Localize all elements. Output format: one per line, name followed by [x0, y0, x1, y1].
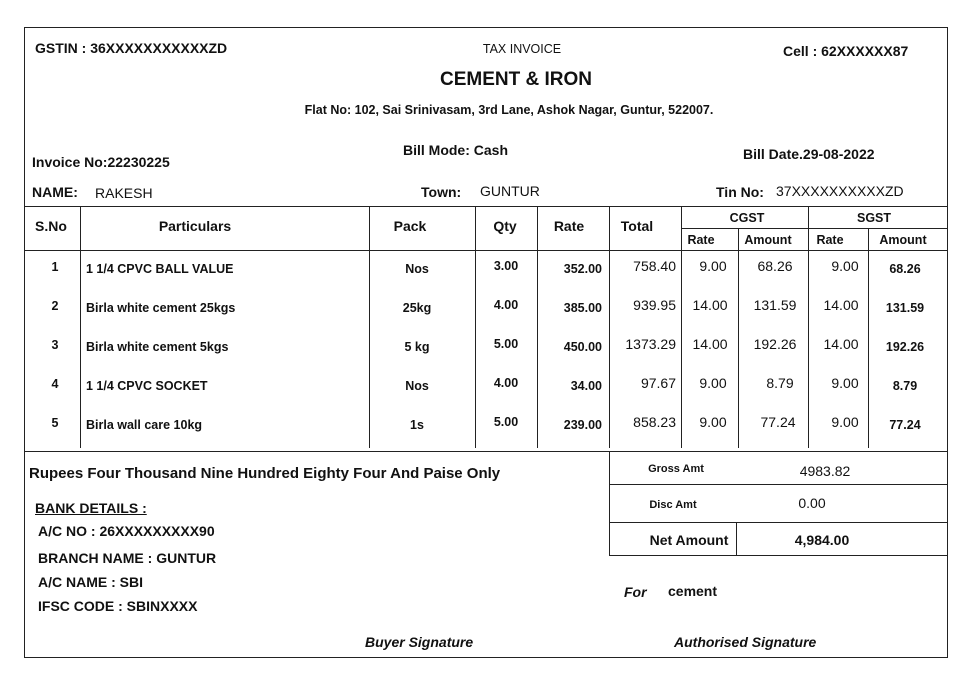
bill-date: Bill Date.29-08-2022 [743, 146, 875, 162]
table-bottom-line [24, 451, 947, 452]
row-4-sno: 4 [51, 377, 59, 391]
row-5-particulars: Birla wall care 10kg [86, 418, 203, 432]
name-value: RAKESH [95, 185, 153, 201]
row-3-total: 1373.29 [625, 336, 676, 352]
row-1-cgst-amount: 68.26 [757, 258, 793, 274]
header-rate: Rate [553, 218, 585, 234]
row-2-sgst-amount: 131.59 [885, 301, 925, 315]
tin-label: Tin No: [716, 184, 764, 200]
row-3-sgst-rate: 14.00 [823, 336, 859, 352]
row-3-cgst-amount: 192.26 [753, 336, 797, 352]
row-1-sgst-amount: 68.26 [889, 262, 921, 276]
row-1-cgst-rate: 9.00 [699, 258, 727, 274]
header-cgst-amount: Amount [744, 233, 792, 247]
row-2-sgst-rate: 14.00 [823, 297, 859, 313]
row-4-pack: Nos [405, 379, 429, 393]
town-label: Town: [421, 184, 462, 200]
row-3-qty: 5.00 [493, 337, 519, 351]
discount-amount-value: 0.00 [798, 495, 826, 511]
row-2-rate: 385.00 [563, 301, 602, 315]
header-sgst: SGST [856, 211, 892, 225]
row-5-sgst-rate: 9.00 [831, 414, 859, 430]
row-2-pack: 25kg [402, 301, 432, 315]
row-4-cgst-rate: 9.00 [699, 375, 727, 391]
row-2-qty: 4.00 [493, 298, 519, 312]
row-1-particulars: 1 1/4 CPVC BALL VALUE [86, 262, 234, 276]
header-sno: S.No [35, 218, 67, 234]
gst-subheader-line [682, 228, 947, 229]
bank-branch-name: BRANCH NAME : GUNTUR [38, 550, 217, 566]
row-4-sgst-rate: 9.00 [831, 375, 859, 391]
header-qty: Qty [493, 218, 517, 234]
row-4-rate: 34.00 [570, 379, 602, 393]
row-5-sgst-amount: 77.24 [889, 418, 921, 432]
row-5-sno: 5 [51, 416, 59, 430]
row-3-pack: 5 kg [404, 340, 430, 354]
company-name: CEMENT & IRON [440, 69, 592, 90]
bank-ac-no: A/C NO : 26XXXXXXXXX90 [38, 523, 215, 539]
tin-value: 37XXXXXXXXXXZD [776, 183, 904, 199]
name-label: NAME: [32, 184, 78, 200]
row-4-sgst-amount: 8.79 [892, 379, 918, 393]
doc-type: TAX INVOICE [482, 42, 562, 56]
row-4-particulars: 1 1/4 CPVC SOCKET [86, 379, 208, 393]
row-2-cgst-amount: 131.59 [753, 297, 797, 313]
net-amount-label: Net Amount [649, 532, 729, 548]
row-1-total: 758.40 [633, 258, 676, 274]
row-1-qty: 3.00 [493, 259, 519, 273]
row-5-pack: 1s [410, 418, 424, 432]
invoice-number: Invoice No:22230225 [32, 154, 170, 170]
discount-amount-label: Disc Amt [649, 499, 697, 511]
header-pack: Pack [393, 218, 427, 234]
bank-ifsc-code: IFSC CODE : SBINXXXX [38, 598, 198, 614]
row-3-sno: 3 [51, 338, 59, 352]
row-3-rate: 450.00 [563, 340, 602, 354]
row-5-total: 858.23 [633, 414, 676, 430]
row-1-sno: 1 [51, 260, 59, 274]
header-sgst-rate: Rate [816, 233, 844, 247]
for-label: For [624, 584, 647, 600]
row-3-cgst-rate: 14.00 [692, 336, 728, 352]
header-total: Total [620, 218, 654, 234]
header-particulars: Particulars [158, 218, 232, 234]
row-2-cgst-rate: 14.00 [692, 297, 728, 313]
header-cgst-rate: Rate [687, 233, 715, 247]
for-company: cement [668, 583, 718, 599]
net-amount-value: 4,984.00 [794, 532, 850, 548]
row-1-pack: Nos [405, 262, 429, 276]
gross-amount-value: 4983.82 [799, 463, 851, 479]
row-1-sgst-rate: 9.00 [831, 258, 859, 274]
authorised-signature: Authorised Signature [674, 634, 817, 650]
row-4-qty: 4.00 [493, 376, 519, 390]
row-5-cgst-amount: 77.24 [760, 414, 796, 430]
row-5-cgst-rate: 9.00 [699, 414, 727, 430]
company-address: Flat No: 102, Sai Srinivasam, 3rd Lane, Ashok Nagar, Guntur, 522007. [304, 103, 714, 117]
row-5-qty: 5.00 [493, 415, 519, 429]
row-2-sno: 2 [51, 299, 59, 313]
bank-ac-name: A/C NAME : SBI [38, 574, 143, 590]
town-value: GUNTUR [480, 183, 540, 199]
row-4-cgst-amount: 8.79 [766, 375, 794, 391]
row-5-rate: 239.00 [563, 418, 602, 432]
bill-mode: Bill Mode: Cash [403, 142, 509, 158]
bank-details-title: BANK DETAILS : [35, 500, 147, 516]
buyer-signature: Buyer Signature [365, 634, 474, 650]
row-4-total: 97.67 [640, 375, 676, 391]
row-2-particulars: Birla white cement 25kgs [86, 301, 236, 315]
gross-amount-label: Gross Amt [648, 463, 704, 475]
header-sgst-amount: Amount [879, 233, 927, 247]
row-3-sgst-amount: 192.26 [885, 340, 925, 354]
amount-in-words: Rupees Four Thousand Nine Hundred Eighty Four And Paise Only [29, 465, 501, 482]
row-2-total: 939.95 [633, 297, 676, 313]
cell-number: Cell : 62XXXXXX87 [783, 43, 909, 59]
gstin: GSTIN : 36XXXXXXXXXXXZD [35, 40, 228, 56]
header-cgst: CGST [729, 211, 765, 225]
row-3-particulars: Birla white cement 5kgs [86, 340, 229, 354]
row-1-rate: 352.00 [563, 262, 602, 276]
